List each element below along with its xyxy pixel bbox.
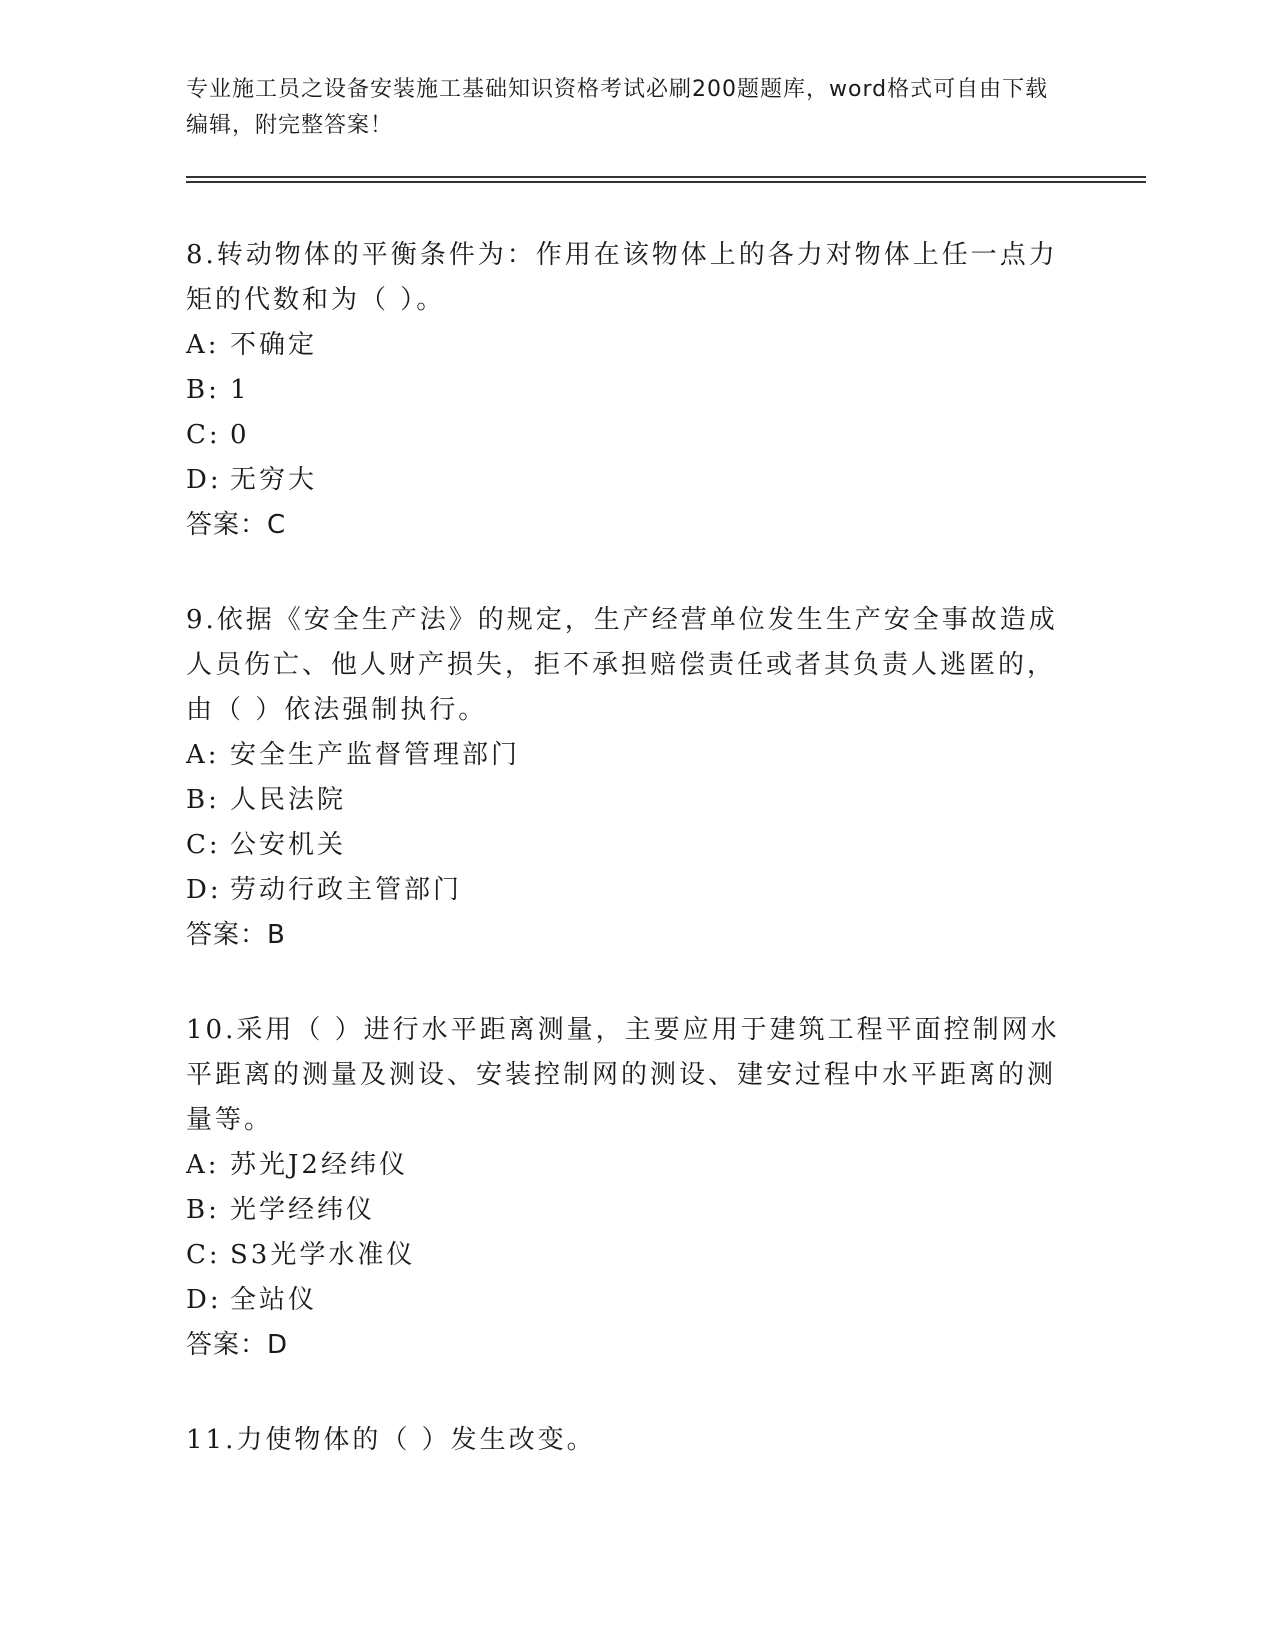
- option-text: 劳动行政主管部门: [230, 875, 463, 905]
- option-a: [186, 1143, 1066, 1188]
- option-b: [186, 368, 1066, 413]
- option-key: C:: [186, 830, 221, 860]
- option-key: D:: [186, 465, 222, 495]
- answer-line: 答案：B: [186, 920, 286, 950]
- header-divider-secondary: [186, 181, 1146, 183]
- option-text: 人民法院: [230, 785, 347, 815]
- option-text: S3光学水准仪: [230, 1240, 416, 1270]
- option-text: 苏光J2经纬仪: [230, 1150, 408, 1180]
- option-key: B:: [186, 785, 220, 815]
- option-c: [186, 413, 1066, 458]
- question-block: [186, 598, 1066, 958]
- option-key: C:: [186, 1240, 221, 1270]
- document-header: 专业施工员之设备安装施工基础知识资格考试必刷200题题库，word格式可自由下载编辑，附完整答案！: [186, 77, 1049, 138]
- option-text: 公安机关: [230, 830, 347, 860]
- answer-line: 答案：C: [186, 510, 287, 540]
- option-c: [186, 823, 1066, 868]
- header-divider: [186, 176, 1146, 178]
- option-text: 不确定: [230, 330, 318, 360]
- option-d: [186, 868, 1066, 913]
- option-key: D:: [186, 1285, 222, 1315]
- option-key: B:: [186, 1195, 220, 1225]
- option-text: 1: [230, 375, 250, 405]
- option-a: [186, 733, 1066, 778]
- option-a: [186, 323, 1066, 368]
- question-block: [186, 1008, 1066, 1368]
- option-text: 0: [230, 420, 250, 450]
- question-stem: 8.转动物体的平衡条件为：作用在该物体上的各力对物体上任一点力矩的代数和为（ ）。: [186, 240, 1058, 315]
- option-c: [186, 1233, 1066, 1278]
- option-b: [186, 778, 1066, 823]
- option-key: C:: [186, 420, 221, 450]
- option-d: [186, 1278, 1066, 1323]
- option-key: D:: [186, 875, 222, 905]
- option-d: [186, 458, 1066, 503]
- option-text: 全站仪: [230, 1285, 318, 1315]
- option-key: A:: [186, 740, 220, 770]
- question-block: [186, 233, 1066, 548]
- option-text: 光学经纬仪: [230, 1195, 376, 1225]
- question-stem: 9.依据《安全生产法》的规定，生产经营单位发生生产安全事故造成人员伤亡、他人财产损失，拒不承担赔偿责任或者其负责人逃匿的，由（ ）依法强制执行。: [186, 605, 1058, 725]
- option-text: 无穷大: [230, 465, 318, 495]
- option-key: A:: [186, 330, 220, 360]
- answer-line: 答案：D: [186, 1330, 289, 1360]
- question-stem: 10.采用（ ）进行水平距离测量，主要应用于建筑工程平面控制网水平距离的测量及测设、安装控制网的测设、建安过程中水平距离的测量等。: [186, 1015, 1060, 1135]
- question-stem: 11.力使物体的（ ）发生改变。: [186, 1425, 596, 1455]
- option-key: A:: [186, 1150, 220, 1180]
- option-text: 安全生产监督管理部门: [230, 740, 521, 770]
- option-b: [186, 1188, 1066, 1233]
- option-key: B:: [186, 375, 220, 405]
- question-block: [186, 1418, 1066, 1463]
